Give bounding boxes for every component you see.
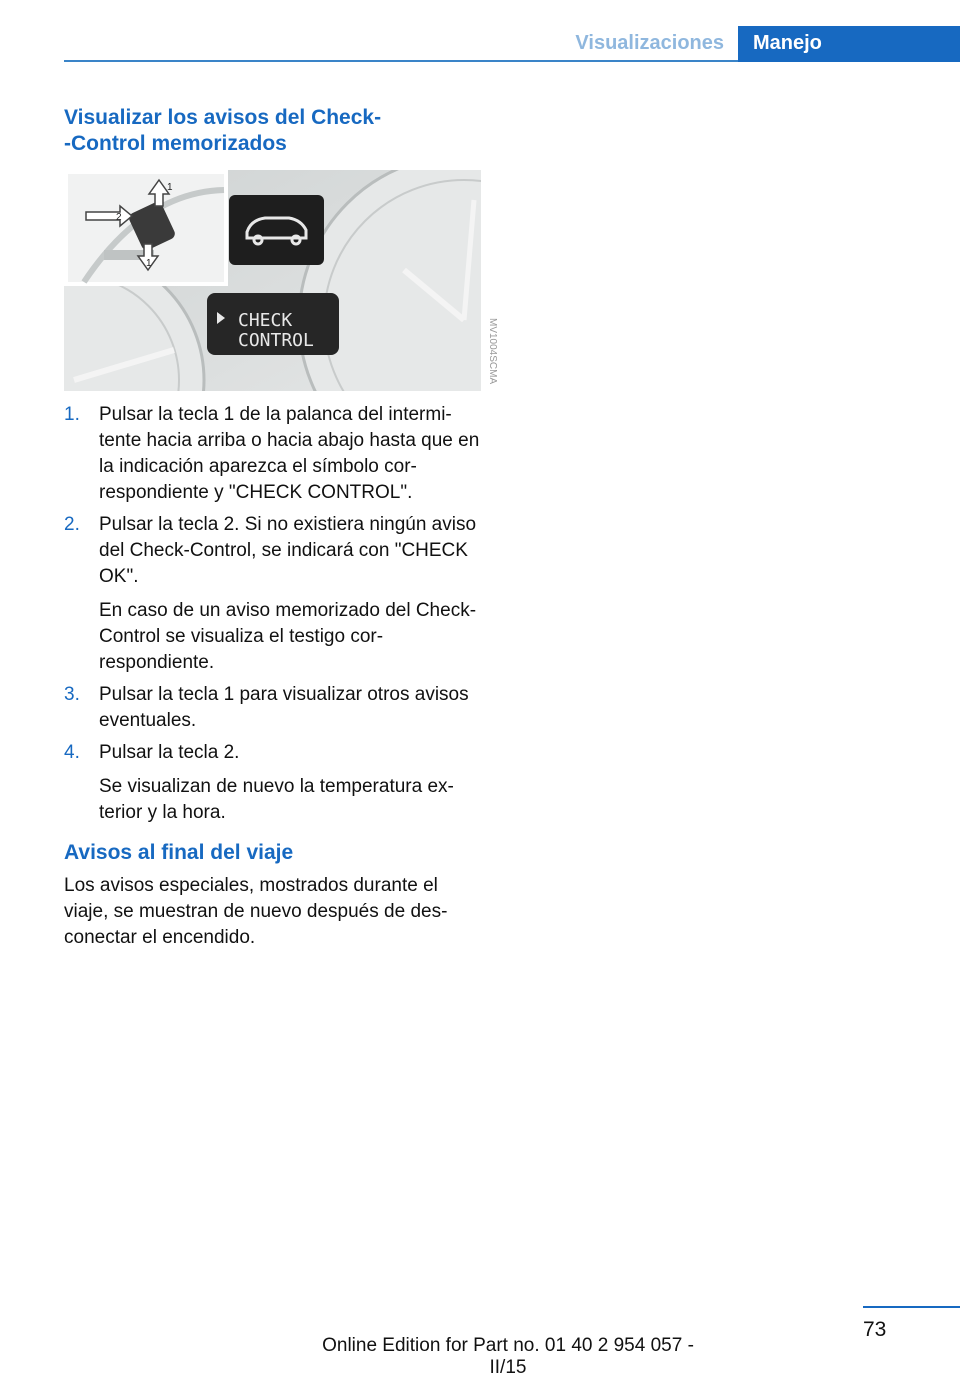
page-number: 73	[863, 1318, 887, 1341]
step-number: 4.	[64, 742, 80, 763]
step-text: Pulsar la tecla 1 de la palanca del intermi‐tente hacia arriba o hacia abajo hasta que en la indicación aparezca el símbolo cor‐respondiente y "CHECK CONTROL".	[99, 404, 480, 503]
step-number: 1.	[64, 404, 80, 425]
section-body: Los avisos especiales, mostrados durante el viaje, se muestran de nuevo después de des‐conectar el encendido.	[64, 875, 448, 948]
header-tab-chapter[interactable]: Manejo	[738, 26, 960, 62]
list-item	[64, 682, 484, 734]
callout-2: 2	[116, 212, 122, 223]
steps-list	[64, 402, 484, 826]
step-note: En caso de un aviso memorizado del Check-Control se visualiza el testigo cor‐respondiente.	[99, 600, 477, 673]
title-line-2: ‐Control memorizados	[64, 132, 287, 155]
page-number-rule	[863, 1306, 960, 1308]
header-tab-section[interactable]: Visualizaciones	[575, 32, 724, 54]
instrument-cluster-illustration	[64, 170, 481, 391]
step-number: 3.	[64, 684, 80, 705]
svg-text:MV1004SCMA: MV1004SCMA	[487, 318, 498, 385]
title-line-1: Visualizar los avisos del Check‐	[64, 106, 382, 129]
step-text: Pulsar la tecla 2.	[99, 742, 240, 763]
callout-1-bottom: 1	[146, 258, 152, 269]
section-title-check-control	[64, 105, 484, 157]
callout-1-top: 1	[167, 182, 173, 193]
display-line-1: CHECK	[238, 310, 293, 331]
step-number: 2.	[64, 514, 80, 535]
list-item	[64, 740, 484, 826]
step-text: Pulsar la tecla 1 para visualizar otros avisos eventuales.	[99, 684, 469, 731]
list-item	[64, 512, 484, 676]
instrument-cluster-figure	[64, 170, 481, 391]
display-line-2: CONTROL	[238, 330, 314, 351]
figure-code	[484, 318, 504, 398]
list-item	[64, 402, 484, 506]
step-note: Se visualizan de nuevo la temperatura ex‐terior y la hora.	[99, 776, 454, 823]
edition-footer: Online Edition for Part no. 01 40 2 954 057 - II/15	[322, 1335, 694, 1378]
step-text: Pulsar la tecla 2. Si no existiera ningún aviso del Check-Control, se indicará con "CHECK OK".	[99, 514, 477, 587]
section-title-end-of-trip: Avisos al final del viaje	[64, 841, 294, 864]
